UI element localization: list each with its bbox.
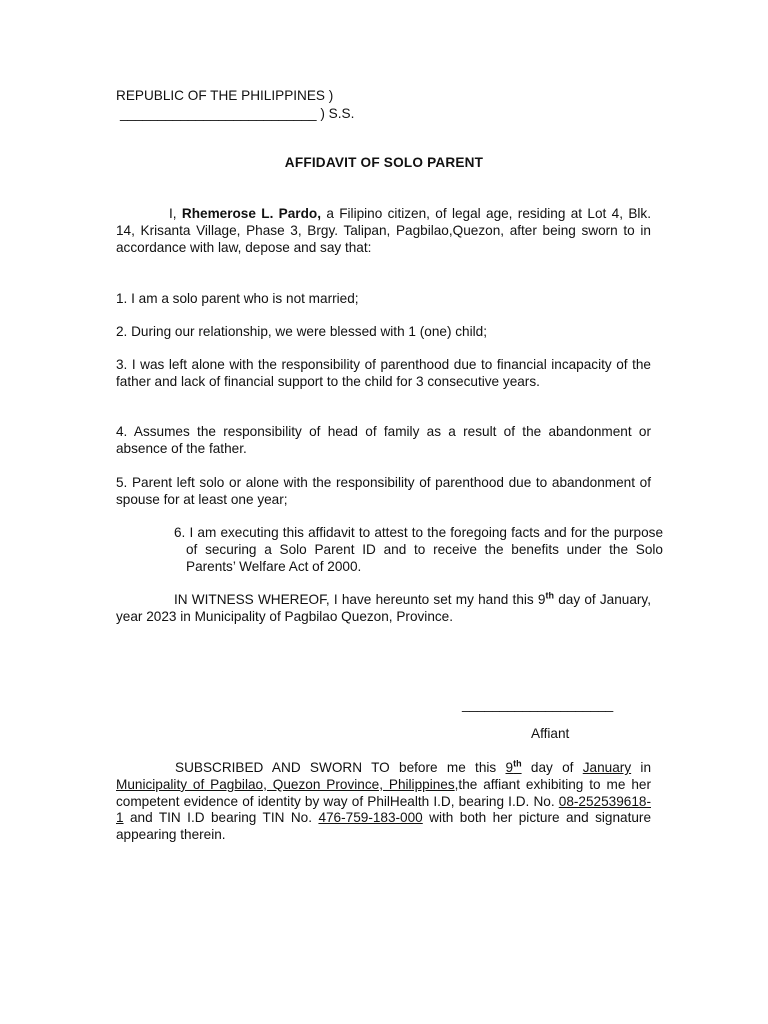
affiant-label: Affiant: [531, 726, 570, 741]
venue-ss-label: ) S.S.: [316, 106, 355, 121]
subscribed-place: Municipality of Pagbilao, Quezon Province, Philippines: [116, 776, 455, 792]
page-title: AFFIDAVIT OF SOLO PARENT: [284, 155, 484, 170]
list-item-2: 2. During our relationship, we were blessed with 1 (one) child;: [116, 324, 487, 339]
witness-text-1: IN WITNESS WHEREOF, I have hereunto set my hand this 9: [174, 592, 546, 607]
list-item-1: 1. I am a solo parent who is not married;: [116, 291, 359, 306]
subscribed-text-4: ,the affiant exhibiting to me her competent evidence of identity by way of PhilHealth I.D, bearing I.D. No.: [116, 776, 651, 809]
subscribed-text-1: SUBSCRIBED AND SWORN TO before me this: [175, 760, 506, 775]
intro-prefix: I,: [169, 206, 182, 221]
philhealth-id-number: 08-252539618-1: [116, 793, 651, 826]
list-item-6: 6. I am executing this affidavit to attest to the foregoing facts and for the purpose of securing a Solo Parent ID and to receive the benefits under the Solo Parents’ Welfare Act of 2000.: [174, 525, 663, 574]
venue-line-ss: [120, 106, 354, 123]
venue-line-republic: REPUBLIC OF THE PHILIPPINES ): [116, 88, 334, 103]
subscribed-text-2: day of: [521, 760, 583, 775]
list-item-3: 3. I was left alone with the responsibility of parenthood due to financial incapacity of the father and lack of financial support to the child for 3 consecutive years.: [116, 357, 651, 389]
subscribed-paragraph: [116, 760, 651, 844]
tin-number: 476-759-183-000: [318, 810, 423, 826]
subscribed-month: January: [582, 760, 632, 775]
witness-day-suffix: th: [545, 590, 554, 601]
list-item-5: 5. Parent left solo or alone with the responsibility of parenthood due to abandonment of spouse for at least one year;: [116, 475, 651, 507]
intro-paragraph: [116, 206, 651, 256]
venue-blank: __________________________: [120, 106, 317, 121]
witness-text-2: day of January, year 2023 in Municipality of Pagbilao Quezon, Province.: [116, 592, 651, 624]
witness-paragraph: [116, 592, 651, 626]
intro-text: a Filipino citizen, of legal age, residing at Lot 4, Blk. 14, Krisanta Village, Phase 3, Brgy. Talipan, Pagbilao,Quezon, after being sworn to in accordance with law, depose and say that:: [116, 206, 651, 255]
subscribed-text-6: with both her picture and signature appearing therein.: [116, 810, 652, 843]
subscribed-text-5: and TIN I.D bearing TIN No.: [123, 810, 319, 826]
subscribed-text-3: in: [631, 760, 652, 775]
affiant-name: Rhemerose L. Pardo,: [181, 206, 321, 221]
signature-line: ____________________: [462, 697, 614, 712]
subscribed-day: 9th: [505, 758, 522, 775]
list-item-4: 4. Assumes the responsibility of head of family as a result of the abandonment or absence of the father.: [116, 424, 651, 456]
